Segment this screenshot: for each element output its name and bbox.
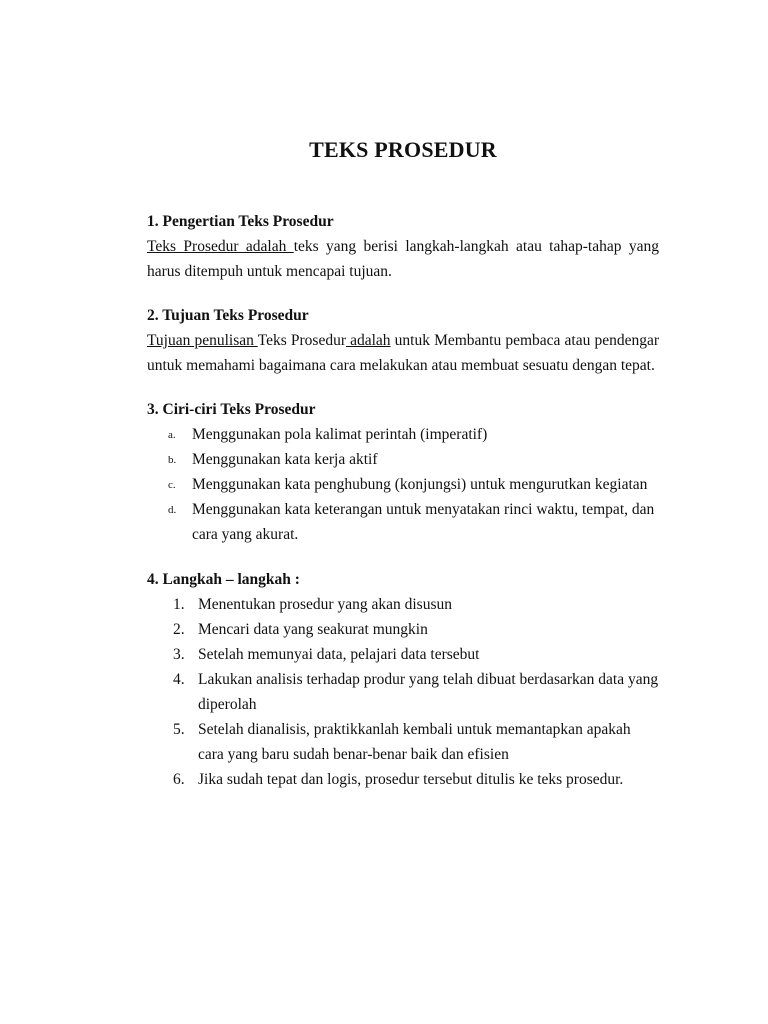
list-item: [147, 767, 659, 792]
underlined-phrase: adalah: [345, 332, 391, 349]
list-marker: 1.: [173, 596, 185, 613]
section-heading: 3. Ciri-ciri Teks Prosedur: [147, 401, 316, 418]
list-marker: c.: [168, 479, 176, 491]
list-item-text: Setelah memunyai data, pelajari data tersebut: [198, 646, 480, 663]
list-marker: 4.: [173, 671, 185, 688]
list-item-text: Jika sudah tepat dan logis, prosedur tersebut ditulis ke teks prosedur.: [198, 771, 624, 788]
paragraph-line: harus ditempuh untuk mencapai tujuan.: [147, 263, 392, 280]
section-langkah: [147, 568, 659, 792]
document-title: TEKS PROSEDUR: [309, 137, 497, 162]
section-paragraph: [147, 234, 659, 284]
paragraph-line: [147, 328, 659, 353]
section-heading: 4. Langkah – langkah :: [147, 571, 300, 588]
list-marker: d.: [168, 504, 177, 516]
list-item-text: Menggunakan kata keterangan untuk menyatakan rinci waktu, tempat, dan cara yang akurat.: [192, 501, 655, 543]
list-item: [147, 592, 659, 617]
list-item: [147, 447, 659, 472]
characteristics-list: [147, 422, 659, 547]
list-item-text: Menentukan prosedur yang akan disusun: [198, 596, 452, 613]
list-item: [147, 617, 659, 642]
list-item: [147, 422, 659, 447]
list-item-text: Menggunakan pola kalimat perintah (imperatif): [192, 426, 488, 443]
list-marker: 2.: [173, 621, 185, 638]
list-marker: 5.: [173, 721, 185, 738]
section-pengertian: [147, 210, 659, 284]
list-item-text: Menggunakan kata kerja aktif: [192, 451, 378, 468]
list-marker: 3.: [173, 646, 185, 663]
paragraph-text: teks yang berisi langkah-langkah atau tahap-tahap yang: [293, 238, 659, 255]
section-ciri-ciri: [147, 398, 659, 547]
underlined-phrase: Teks Prosedur adalah: [147, 238, 294, 255]
paragraph-line: untuk memahami bagaimana cara melakukan atau membuat sesuatu dengan tepat.: [147, 357, 655, 374]
list-item: [147, 717, 659, 767]
steps-list: [147, 592, 659, 792]
paragraph-text: Teks Prosedur: [257, 332, 346, 349]
underlined-phrase: Tujuan penulisan: [147, 332, 258, 349]
paragraph-line: [147, 234, 659, 259]
list-item: [147, 497, 659, 547]
list-item-text: Setelah dianalisis, praktikkanlah kembali untuk memantapkan apakah cara yang baru sudah benar-benar baik dan efisien: [198, 721, 631, 763]
list-item: [147, 472, 659, 497]
list-item-text: Menggunakan kata penghubung (konjungsi) untuk mengurutkan kegiatan: [192, 476, 648, 493]
section-heading: 1. Pengertian Teks Prosedur: [147, 213, 334, 230]
list-marker: b.: [168, 454, 177, 466]
paragraph-text: untuk Membantu pembaca atau pendengar: [390, 332, 660, 349]
list-item-text: Mencari data yang seakurat mungkin: [198, 621, 428, 638]
section-tujuan: [147, 304, 659, 378]
list-marker: 6.: [173, 771, 185, 788]
list-item-text: Lakukan analisis terhadap produr yang telah dibuat berdasarkan data yang diperolah: [198, 671, 659, 713]
list-item: [147, 667, 659, 717]
section-paragraph: [147, 328, 659, 378]
section-heading: 2. Tujuan Teks Prosedur: [147, 307, 309, 324]
list-marker: a.: [168, 429, 176, 441]
list-item: [147, 642, 659, 667]
